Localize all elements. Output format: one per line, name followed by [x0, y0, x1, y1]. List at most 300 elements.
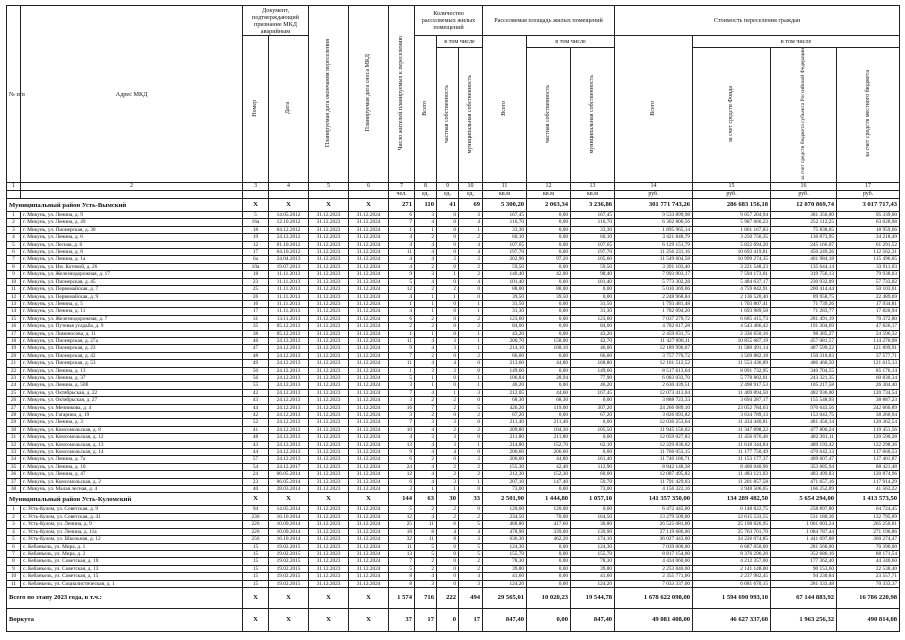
table-cell: 55 — [243, 382, 269, 389]
table-row — [7, 352, 900, 359]
table-row — [7, 449, 900, 456]
table-cell: 11 945 156,02 — [615, 426, 693, 433]
table-cell: 2 — [459, 234, 483, 241]
table-cell: 19.02.2015 — [269, 550, 309, 557]
table-cell: 60,10 — [483, 234, 527, 241]
table-cell: 2 — [7, 219, 21, 226]
table-cell: 52 — [243, 419, 269, 426]
table-cell: 3 948 506,05 — [693, 486, 771, 493]
table-cell: с. Кебанъель, ул. Советская, д. 10 — [21, 558, 243, 565]
column-number: 12 — [527, 183, 571, 191]
table-cell: 1 — [415, 308, 437, 315]
table-cell: 12.10.2012 — [269, 219, 309, 226]
table-cell: 2 — [437, 397, 459, 404]
table-cell: 16а — [243, 219, 269, 226]
table-cell: 16 — [243, 300, 269, 307]
table-cell: 0 — [437, 315, 459, 322]
table-cell: 78,30 — [483, 558, 527, 565]
table-cell: 211,40 — [527, 419, 571, 426]
summary-fund: 46 627 337,60 — [693, 608, 771, 631]
table-cell: 3 — [459, 580, 483, 587]
table-cell: 5 — [389, 565, 415, 572]
table-cell: 0 — [437, 219, 459, 226]
table-cell: 2 — [437, 286, 459, 293]
table-cell: 1 — [459, 337, 483, 344]
table-cell: 37 — [7, 478, 21, 485]
table-cell: 94 — [243, 506, 269, 513]
table-cell: 31.12.2024 — [349, 543, 389, 550]
table-cell: 1 — [389, 300, 415, 307]
table-cell: 147,40 — [527, 478, 571, 485]
table-cell: 0,00 — [527, 234, 571, 241]
table-cell: 2 498 917,53 — [693, 382, 771, 389]
table-cell: 2 — [459, 513, 483, 520]
table-cell: 50 103,61 — [837, 286, 900, 293]
table-cell: 6 687 050,00 — [693, 543, 771, 550]
summary-x: X — [309, 493, 349, 506]
table-cell: 6 — [389, 315, 415, 322]
table-cell: 155,70 — [483, 550, 527, 557]
table-cell: г. Микунь, ул. Первомайская, д. 9 — [21, 293, 243, 300]
table-cell: 31.12.2023 — [309, 565, 349, 572]
table-cell: 0 — [437, 212, 459, 219]
table-cell: 97,20 — [527, 256, 571, 263]
header-area-incl: в том числе — [527, 36, 615, 48]
table-cell: 4 156 322,16 — [615, 486, 693, 493]
table-cell: 31.12.2024 — [349, 345, 389, 352]
table-cell: 31.12.2024 — [349, 419, 389, 426]
table-cell: 5 — [243, 212, 269, 219]
table-cell: 48 — [243, 352, 269, 359]
table-cell: 31.12.2023 — [309, 219, 349, 226]
table-cell: 114 270,98 — [837, 337, 900, 344]
table-cell: 23 052 784,63 — [693, 404, 771, 411]
table-cell: 6 681 670,15 — [693, 580, 771, 587]
table-cell: 59,50 — [571, 263, 615, 270]
table-cell: 31.12.2024 — [349, 286, 389, 293]
table-cell: 0,00 — [527, 565, 571, 572]
summary-fund: 286 683 156,18 — [693, 199, 771, 212]
table-cell: 31.12.2024 — [349, 404, 389, 411]
table-cell: 16.10.2014 — [269, 536, 309, 543]
table-cell: 4 — [415, 449, 437, 456]
table-cell: 23 — [7, 374, 21, 381]
table-cell: 11 — [415, 536, 437, 543]
table-cell: 177 362,40 — [771, 558, 837, 565]
table-cell: 46 — [243, 337, 269, 344]
table-cell: 4 — [415, 345, 437, 352]
column-number: 7 — [389, 183, 415, 191]
table-cell: 7 594 173,01 — [693, 271, 771, 278]
table-cell: 3 221 548,23 — [693, 263, 771, 270]
table-cell: 9 — [7, 271, 21, 278]
header-area-private: частная собственность — [527, 48, 571, 183]
table-cell: г. Микунь, ул. Комсомольская, д. 13 — [21, 441, 243, 448]
table-cell: 340 704,55 — [771, 367, 837, 374]
table-cell: 6а — [243, 256, 269, 263]
table-cell: 31.12.2024 — [349, 226, 389, 233]
table-cell: 8 400 040,96 — [693, 463, 771, 470]
table-cell: 26 525 081,00 — [615, 521, 693, 528]
header-area-municipal: муниципальная собственность — [571, 48, 615, 183]
table-cell: 4 — [437, 360, 459, 367]
table-cell: 4 — [459, 219, 483, 226]
summary-x: X — [309, 608, 349, 631]
table-cell: 7 033 337,00 — [615, 580, 693, 587]
section2-row — [7, 493, 900, 506]
table-cell: 4 — [459, 241, 483, 248]
table-cell: 9 — [7, 565, 21, 572]
table-cell: 2 — [7, 513, 21, 520]
table-cell: 41,60 — [571, 573, 615, 580]
table-cell: 1 — [389, 226, 415, 233]
table-cell: 11.11.2013 — [269, 271, 309, 278]
table-cell: 24.12.2012 — [269, 234, 309, 241]
table-cell: 3 — [389, 397, 415, 404]
table-row — [7, 521, 900, 528]
table-cell: 31.12.2024 — [349, 565, 389, 572]
table-cell: 31.12.2023 — [309, 412, 349, 419]
column-number: 11 — [483, 183, 527, 191]
table-cell: с. Усть-Кулом, ул. Ленина, д. 9 — [21, 521, 243, 528]
table-cell: г. Микунь, ул. Железнодорожная, д. 17 — [21, 271, 243, 278]
table-cell: 4 — [389, 293, 415, 300]
table-cell: 124,30 — [483, 543, 527, 550]
table-cell: 15 — [243, 550, 269, 557]
table-cell: 2 — [437, 426, 459, 433]
table-cell: 123,60 — [483, 315, 527, 322]
table-cell: 136 873,95 — [771, 234, 837, 241]
table-cell: 31.12.2024 — [349, 278, 389, 285]
table-cell: г. Микунь, ул. Малая лесная, д. 4 — [21, 486, 243, 493]
table-cell: 11 483 121,03 — [693, 471, 771, 478]
table-cell: 2 141 148,00 — [693, 565, 771, 572]
table-row — [7, 234, 900, 241]
table-cell: 6 129 151,79 — [615, 241, 693, 248]
table-cell: 24.12.2013 — [269, 389, 309, 396]
table-cell: 3 — [7, 521, 21, 528]
table-cell: 19.02.2015 — [269, 580, 309, 587]
table-cell: 31.12.2023 — [309, 449, 349, 456]
table-cell: 31.12.2024 — [349, 249, 389, 256]
table-cell: 71 283,77 — [771, 308, 837, 315]
table-cell: 15 — [243, 565, 269, 572]
table-cell: 31,30 — [483, 308, 527, 315]
table-cell: 06.05.2014 — [269, 478, 309, 485]
table-cell: 3 634 789,13 — [693, 412, 771, 419]
header-resettle-end: Планируемая дата окончания переселения — [309, 6, 349, 183]
table-cell: 271 196,86 — [837, 528, 900, 535]
table-cell: 6 148 822,75 — [693, 506, 771, 513]
table-cell: 121 615,13 — [837, 360, 900, 367]
table-cell: 191 304,69 — [771, 323, 837, 330]
table-cell: 471 657,16 — [771, 478, 837, 485]
summary-label: Воркута — [7, 608, 243, 631]
table-cell: 19.02.2015 — [269, 558, 309, 565]
table-cell: 3 — [437, 367, 459, 374]
table-cell: 33 911,03 — [837, 263, 900, 270]
table-cell: 9 — [389, 345, 415, 352]
table-cell: 1 — [415, 330, 437, 337]
column-number: 8 — [415, 183, 437, 191]
table-cell: 0 — [437, 565, 459, 572]
header-local: за счет средств местного бюджета — [837, 48, 900, 183]
header-doc-number: Номер — [243, 36, 269, 183]
table-cell: 31.12.2024 — [349, 360, 389, 367]
table-cell: 3 569 882,18 — [693, 352, 771, 359]
summary-rooms: 63 — [415, 493, 437, 506]
table-cell: 1 — [415, 293, 437, 300]
table-cell: 3 — [415, 212, 437, 219]
header-document: Документ, подтверждающий признание МКД аварийным — [243, 6, 309, 36]
table-cell: 17 — [7, 330, 21, 337]
table-cell: 265 250,81 — [837, 521, 900, 528]
table-cell: 31.12.2024 — [349, 241, 389, 248]
table-cell: 11 — [7, 286, 21, 293]
table-cell: 1 061 003,24 — [771, 521, 837, 528]
table-cell: 0,00 — [571, 293, 615, 300]
table-cell: 469 607,47 — [771, 456, 837, 463]
table-cell: 70 372,80 — [837, 315, 900, 322]
table-cell: 31.12.2023 — [309, 419, 349, 426]
summary-rooms: 110 — [415, 199, 437, 212]
table-row — [7, 471, 900, 478]
summary-local: 1 413 573,50 — [837, 493, 900, 506]
table-cell: 31.12.2023 — [309, 337, 349, 344]
table-cell: 26 — [7, 397, 21, 404]
table-cell: 2 — [415, 323, 437, 330]
table-cell: 214,10 — [483, 345, 527, 352]
table-cell: 35 — [243, 323, 269, 330]
table-cell: 31.12.2023 — [309, 286, 349, 293]
table-cell: 4 — [415, 573, 437, 580]
summary-label: Всего по этапу 2023 года, в т.ч.: — [7, 587, 243, 608]
table-row — [7, 573, 900, 580]
table-cell: 11.11.2013 — [269, 308, 309, 315]
table-cell: 31.12.2024 — [349, 506, 389, 513]
table-cell: с. Кебанъель, ул. Социалистическая, д. 1 — [21, 580, 243, 587]
table-cell: 94 230,84 — [771, 573, 837, 580]
table-cell: 3 888 723,33 — [615, 397, 693, 404]
table-cell: 120,00 — [527, 506, 571, 513]
table-cell: 11 791 429,03 — [615, 478, 693, 485]
summary-area: 2 501,90 — [483, 493, 527, 506]
table-cell: 2 — [459, 323, 483, 330]
table-cell: 2 — [415, 315, 437, 322]
summary-municipal: 494 — [459, 587, 483, 608]
table-cell: 15 — [243, 573, 269, 580]
table-cell: 11 469 894,50 — [693, 389, 771, 396]
table-cell: 88,00 — [527, 286, 571, 293]
column-number: 3 — [243, 183, 269, 191]
unit-label: ед. — [415, 191, 437, 199]
table-cell: 23 557,71 — [837, 573, 900, 580]
header-municipal: муниципальная собственность — [459, 48, 483, 183]
table-cell: 152,30 — [527, 471, 571, 478]
summary-private: 41 — [437, 199, 459, 212]
table-cell: 32 — [389, 536, 415, 543]
table-cell: 174,10 — [571, 536, 615, 543]
table-cell: 12 — [7, 293, 21, 300]
table-cell: 11 — [415, 521, 437, 528]
table-cell: 66,00 — [483, 352, 527, 359]
table-cell: 0,00 — [571, 419, 615, 426]
table-cell: 153 043,75 — [771, 412, 837, 419]
table-cell: 1 — [459, 345, 483, 352]
table-row — [7, 565, 900, 572]
table-cell: 3 — [437, 434, 459, 441]
table-row — [7, 212, 900, 219]
table-row — [7, 219, 900, 226]
table-cell: 1 — [389, 330, 415, 337]
table-cell: 11 256 231,16 — [615, 249, 693, 256]
table-cell: 150 310,83 — [771, 352, 837, 359]
table-cell: 31.12.2023 — [309, 367, 349, 374]
table-row — [7, 374, 900, 381]
table-row — [7, 550, 900, 557]
summary-area-municipal: 847,40 — [571, 608, 615, 631]
table-cell: г. Микунь, ул. Лесная, д. 6 — [21, 241, 243, 248]
table-cell: 0 — [437, 558, 459, 565]
summary-cost: 1 678 622 098,00 — [615, 587, 693, 608]
table-cell: 31.12.2024 — [349, 521, 389, 528]
table-cell: 2 248 968,84 — [615, 293, 693, 300]
total-vorkuta-row — [7, 608, 900, 631]
table-cell: 7 — [389, 352, 415, 359]
table-cell: 1 — [415, 226, 437, 233]
table-cell: 13 — [389, 550, 415, 557]
table-cell: 0 — [437, 308, 459, 315]
table-cell: 33,30 — [483, 226, 527, 233]
table-cell: 6 — [7, 543, 21, 550]
summary-local: 16 786 220,98 — [837, 587, 900, 608]
table-cell: 67,20 — [483, 412, 527, 419]
table-cell: г. Микунь, ул. Комсомольская, д. 14 — [21, 449, 243, 456]
table-cell: 168,10 — [527, 345, 571, 352]
table-cell: 27 119 686,00 — [615, 528, 693, 535]
table-cell: 1 — [437, 271, 459, 278]
table-cell: 8 — [389, 580, 415, 587]
table-cell: 63 028,08 — [837, 219, 900, 226]
table-cell: 11 — [7, 580, 21, 587]
table-cell: г. Микунь, ул. Гагарина, д. 19 — [21, 412, 243, 419]
table-cell: 5 — [415, 550, 437, 557]
table-cell: 3 — [389, 382, 415, 389]
table-cell: 2 — [415, 506, 437, 513]
table-cell: г. Микунь, ул. Мечникова, д. 4 — [21, 404, 243, 411]
table-cell: 31.12.2023 — [309, 521, 349, 528]
table-cell: 3 694 287,17 — [693, 397, 771, 404]
table-cell: 59,50 — [483, 263, 527, 270]
summary-x: X — [269, 493, 309, 506]
unit-label: руб. — [771, 191, 837, 199]
table-cell: 31.12.2023 — [309, 506, 349, 513]
table-cell: 31.12.2023 — [309, 478, 349, 485]
table-cell: 31.12.2023 — [309, 323, 349, 330]
table-cell: 31.12.2023 — [309, 315, 349, 322]
table-cell: 0 — [437, 412, 459, 419]
table-cell: 6 472 445,00 — [615, 506, 693, 513]
table-cell: 31.12.2024 — [349, 293, 389, 300]
table-cell: 11 153 177,37 — [693, 456, 771, 463]
table-cell: 0 — [437, 323, 459, 330]
unit-label — [21, 191, 243, 199]
table-cell: 60,00 — [571, 471, 615, 478]
table-cell: 468,80 — [483, 521, 527, 528]
table-cell: 0 — [437, 573, 459, 580]
table-cell: г. Микунь, ул. Ленина, д. 1а — [21, 256, 243, 263]
table-cell: 155,30 — [483, 463, 527, 470]
table-cell: 40 — [243, 486, 269, 493]
table-cell: г. Микунь, ул. Комсомольская, д. 2 — [21, 478, 243, 485]
table-cell: 2 — [459, 256, 483, 263]
table-cell: 15 — [7, 315, 21, 322]
table-cell: 24.12.2013 — [269, 382, 309, 389]
table-cell: 2 — [459, 271, 483, 278]
table-cell: 31.12.2023 — [309, 249, 349, 256]
table-cell: 3 — [389, 486, 415, 493]
table-cell: 41 — [243, 426, 269, 433]
table-cell: 2 — [459, 263, 483, 270]
table-cell: 4 543 486,42 — [693, 323, 771, 330]
table-cell: 115 496,05 — [837, 256, 900, 263]
table-cell: 0,00 — [527, 543, 571, 550]
table-cell: 4 — [415, 513, 437, 520]
table-cell: 22 489,69 — [837, 293, 900, 300]
table-cell: 461 984,18 — [771, 256, 837, 263]
table-cell: 31.12.2023 — [309, 471, 349, 478]
table-cell: 3 — [437, 441, 459, 448]
table-cell: 31.12.2024 — [349, 337, 389, 344]
table-cell: 2 — [389, 323, 415, 330]
table-cell: 214,80 — [483, 441, 527, 448]
summary-regional: 67 144 883,92 — [771, 587, 837, 608]
table-cell: 1 441 097,88 — [771, 536, 837, 543]
table-row — [7, 337, 900, 344]
table-cell: 139,90 — [571, 528, 615, 535]
table-cell: 31.12.2024 — [349, 456, 389, 463]
table-cell: 34 — [7, 456, 21, 463]
table-cell: 1 — [415, 486, 437, 493]
table-cell: 19.07.2013 — [269, 263, 309, 270]
table-cell: 417,60 — [527, 521, 571, 528]
table-row — [7, 478, 900, 485]
table-cell: 4 — [389, 234, 415, 241]
table-cell: 26 304,40 — [837, 382, 900, 389]
table-cell: 7 993 903,17 — [615, 271, 693, 278]
table-row — [7, 434, 900, 441]
table-cell: 167,45 — [571, 389, 615, 396]
table-cell: 11 — [389, 543, 415, 550]
table-cell: 7 — [389, 558, 415, 565]
table-cell: 0 — [459, 397, 483, 404]
table-cell: 31,50 — [483, 300, 527, 307]
table-cell: 27 — [7, 404, 21, 411]
table-cell: 124,20 — [571, 580, 615, 587]
table-cell: 0,00 — [527, 249, 571, 256]
table-cell: 24.12.2013 — [269, 456, 309, 463]
table-cell: 10 999 274,35 — [693, 256, 771, 263]
table-cell: 4 — [459, 249, 483, 256]
column-number: 17 — [837, 183, 900, 191]
table-cell: 24.12.2013 — [269, 426, 309, 433]
table-cell: 14 — [7, 308, 21, 315]
table-cell: 167,45 — [571, 212, 615, 219]
table-cell: 31.12.2024 — [349, 367, 389, 374]
table-row — [7, 528, 900, 535]
table-cell: 0 — [459, 367, 483, 374]
table-cell: 79 938,03 — [837, 271, 900, 278]
